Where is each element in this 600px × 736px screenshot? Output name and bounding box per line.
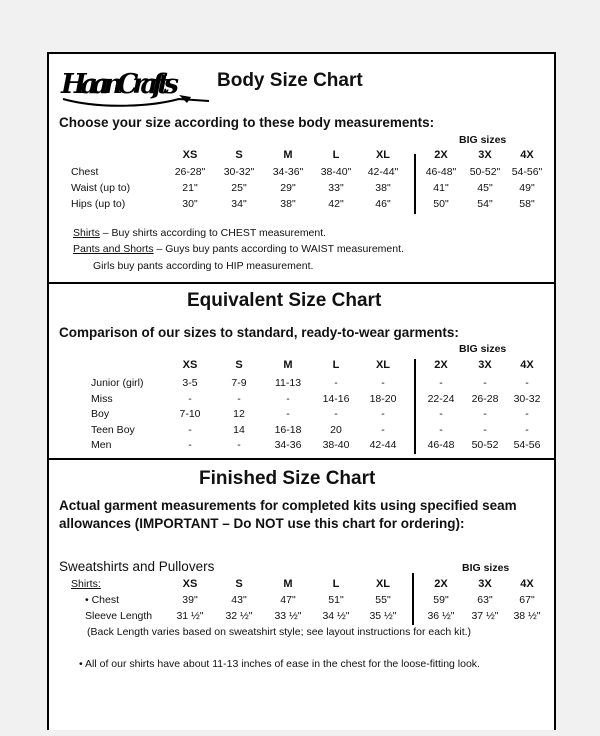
table-cell: 14-16 [322, 392, 350, 405]
table-cell: 30-32" [223, 166, 255, 178]
big-sizes-divider [412, 573, 414, 625]
size-header-2x: 2X [434, 149, 448, 161]
size-header-3x: 3X [478, 359, 492, 371]
table-cell: 45" [477, 182, 493, 194]
table-cell: 47" [280, 594, 296, 606]
table-cell: 46-48" [425, 166, 457, 178]
table-cell: 11-13 [274, 377, 302, 389]
row-label: Hips (up to) [71, 198, 126, 210]
body-size-chart-title: Body Size Chart [217, 70, 363, 91]
row-label: Miss [91, 392, 113, 405]
shirts-label: Shirts: [71, 578, 101, 590]
table-cell: 38-40 [322, 439, 350, 451]
table-cell: 38" [375, 182, 391, 194]
size-header-xs: XS [182, 359, 198, 371]
row-label: Men [91, 439, 112, 451]
size-header-xl: XL [375, 578, 391, 590]
table-cell: 51" [328, 594, 344, 606]
finished-size-chart-title: Finished Size Chart [199, 468, 376, 489]
table-cell: 30-32 [513, 392, 541, 405]
table-cell: 36 ½" [427, 610, 455, 622]
table-cell: 18-20 [369, 392, 397, 405]
size-header-xl: XL [375, 359, 391, 371]
table-cell: 46" [375, 198, 391, 210]
pants-note-text: – Guys buy pants according to WAIST measurement. [153, 243, 404, 255]
table-cell: - [483, 408, 487, 420]
table-cell: 49" [519, 182, 535, 194]
size-header-l: L [332, 359, 340, 371]
size-header-xl: XL [375, 149, 391, 161]
table-cell: - [237, 439, 241, 451]
table-cell: 42-44 [369, 439, 397, 451]
table-cell: - [525, 423, 529, 436]
big-sizes-label: BIG sizes [462, 562, 510, 574]
table-cell: - [483, 423, 487, 436]
table-cell: 54-56 [513, 439, 541, 451]
row-label: Chest [71, 166, 99, 178]
table-cell: 34-36" [272, 166, 304, 178]
body-size-chart-section [49, 54, 554, 280]
size-header-4x: 4X [520, 149, 534, 161]
table-cell: 63" [477, 594, 493, 606]
table-cell: 58" [519, 198, 535, 210]
size-header-xs: XS [182, 578, 198, 590]
big-sizes-divider [414, 359, 416, 454]
table-cell: 3-5 [182, 377, 198, 389]
size-header-3x: 3X [478, 578, 492, 590]
table-cell: 38" [280, 198, 296, 210]
haancrafts-logo [59, 61, 209, 109]
table-cell: 38 ½" [513, 610, 541, 622]
pants-note [73, 243, 404, 255]
table-cell: 20 [330, 423, 342, 436]
table-cell: 12 [233, 408, 245, 420]
girls-note: Girls buy pants according to HIP measurement. [93, 260, 314, 272]
table-cell: 33 ½" [274, 610, 302, 622]
table-cell: 42-44" [367, 166, 399, 178]
table-cell: - [525, 377, 529, 389]
size-header-4x: 4X [520, 359, 534, 371]
table-cell: 50-52" [469, 166, 501, 178]
size-header-m: M [283, 578, 293, 590]
size-header-2x: 2X [434, 578, 448, 590]
table-cell: - [525, 408, 529, 420]
big-sizes-divider [414, 154, 416, 214]
table-cell: 46-48 [427, 439, 455, 451]
table-cell: - [483, 377, 487, 389]
table-cell: - [334, 377, 338, 389]
table-cell: 21" [182, 182, 198, 194]
size-header-s: S [235, 359, 243, 371]
table-cell: 26-28" [174, 166, 206, 178]
pants-note-label: Pants and Shorts [73, 243, 154, 255]
back-length-note: (Back Length varies based on sweatshirt style; see layout instructions for each kit.) [87, 626, 472, 638]
table-cell: - [381, 408, 385, 420]
equivalent-size-chart-subtitle: Comparison of our sizes to standard, ready-to-wear garments: [59, 325, 459, 340]
table-cell: - [188, 423, 192, 436]
table-cell: 7-10 [179, 408, 201, 420]
row-label: Junior (girl) [91, 377, 144, 389]
row-label: Sleeve Length [85, 610, 153, 622]
table-cell: - [286, 392, 290, 405]
sweatshirts-section-label: Sweatshirts and Pullovers [59, 559, 215, 574]
table-cell: - [381, 423, 385, 436]
table-cell: 41" [433, 182, 449, 194]
table-cell: 50-52 [471, 439, 499, 451]
size-header-m: M [283, 149, 293, 161]
table-cell: - [188, 439, 192, 451]
table-cell: 34-36 [274, 439, 302, 451]
equivalent-size-chart-section [49, 282, 554, 460]
body-size-chart-subtitle: Choose your size according to these body measurements: [59, 115, 435, 130]
table-cell: - [381, 377, 385, 389]
table-cell: 34 ½" [322, 610, 350, 622]
row-label: Waist (up to) [71, 182, 131, 194]
table-cell: 16-18 [274, 423, 302, 436]
size-header-s: S [235, 578, 243, 590]
table-cell: 32 ½" [225, 610, 253, 622]
row-label: Teen Boy [91, 423, 135, 436]
table-cell: 30" [182, 198, 198, 210]
table-cell: 54" [477, 198, 493, 210]
equivalent-size-chart-title: Equivalent Size Chart [187, 290, 382, 311]
size-header-s: S [235, 149, 243, 161]
table-cell: 42" [328, 198, 344, 210]
table-cell: 22-24 [427, 392, 455, 405]
row-label: • Chest [85, 594, 120, 606]
size-header-l: L [332, 149, 340, 161]
table-cell: 29" [280, 182, 296, 194]
size-header-2x: 2X [434, 359, 448, 371]
table-cell: 26-28 [471, 392, 499, 405]
finished-size-chart-section [49, 458, 554, 736]
size-header-xs: XS [182, 149, 198, 161]
table-cell: - [286, 408, 290, 420]
row-label: Boy [91, 408, 110, 420]
table-cell: - [188, 392, 192, 405]
table-cell: 50" [433, 198, 449, 210]
table-cell: 25" [231, 182, 247, 194]
table-cell: - [439, 423, 443, 436]
table-cell: 38-40" [320, 166, 352, 178]
table-cell: 14 [233, 423, 245, 436]
size-header-3x: 3X [478, 149, 492, 161]
finished-size-chart-subtitle-line2: allowances (IMPORTANT – Do NOT use this chart for ordering): [59, 516, 465, 531]
size-header-l: L [332, 578, 340, 590]
svg-text:HaanCrafts: HaanCrafts [61, 69, 179, 100]
table-cell: - [439, 408, 443, 420]
shirts-note-label: Shirts [73, 227, 100, 239]
table-cell: - [334, 408, 338, 420]
table-cell: 34" [231, 198, 247, 210]
table-cell: 31 ½" [176, 610, 204, 622]
size-header-m: M [283, 359, 293, 371]
size-chart-page [47, 52, 556, 730]
ease-note: • All of our shirts have about 11-13 inches of ease in the chest for the loose-fitting look. [79, 658, 480, 670]
big-sizes-label: BIG sizes [459, 343, 507, 355]
table-cell: - [237, 392, 241, 405]
table-cell: - [439, 377, 443, 389]
table-cell: 67" [519, 594, 535, 606]
table-cell: 54-56" [511, 166, 543, 178]
table-cell: 43" [231, 594, 247, 606]
big-sizes-label: BIG sizes [459, 134, 507, 146]
table-cell: 33" [328, 182, 344, 194]
table-cell: 35 ½" [369, 610, 397, 622]
table-cell: 7-9 [231, 377, 247, 389]
shirts-note [73, 227, 326, 239]
table-cell: 59" [433, 594, 449, 606]
table-cell: 39" [182, 594, 198, 606]
shirts-note-text: – Buy shirts according to CHEST measurement. [99, 227, 327, 239]
finished-size-chart-subtitle-line1: Actual garment measurements for completed kits using specified seam [59, 498, 517, 513]
table-cell: 37 ½" [471, 610, 499, 622]
size-header-4x: 4X [520, 578, 534, 590]
table-cell: 55" [375, 594, 391, 606]
